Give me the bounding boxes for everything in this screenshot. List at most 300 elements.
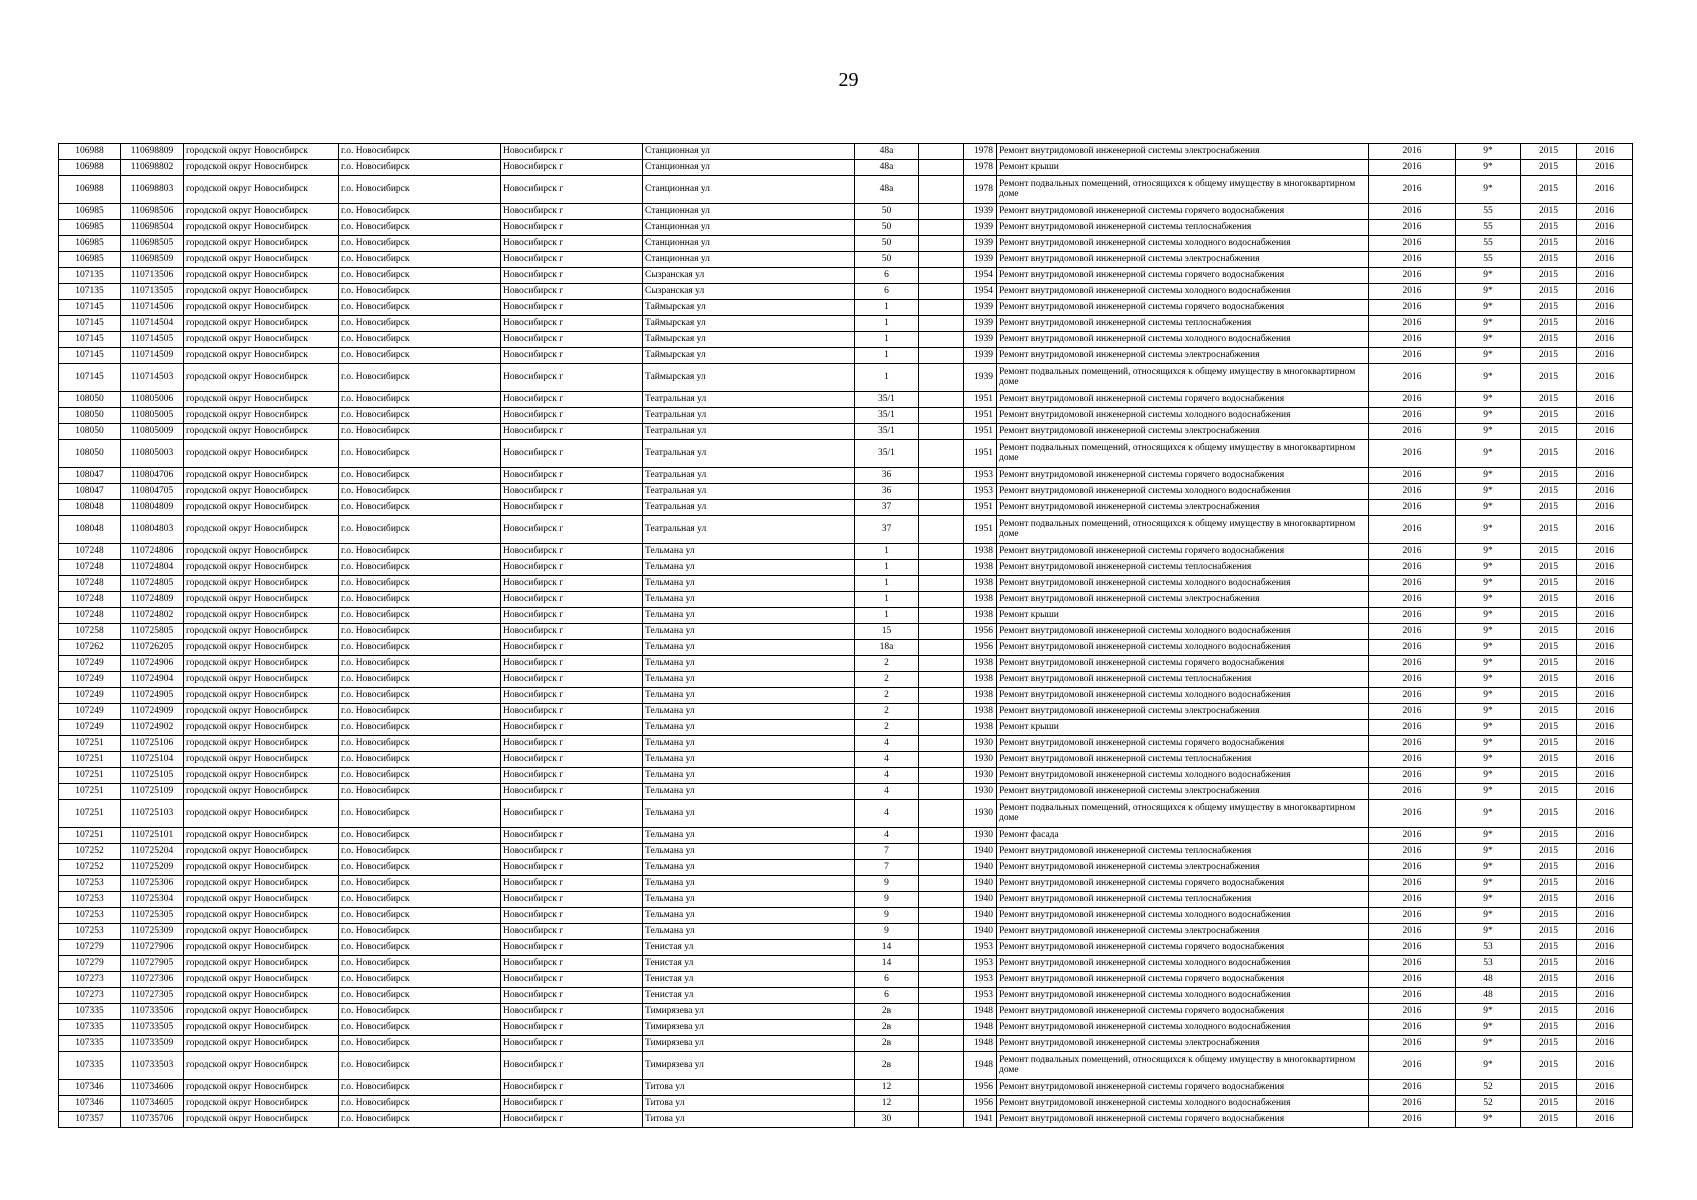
wear-cell: 9* [1456, 844, 1521, 860]
house-id-cell: 106985 [59, 220, 121, 236]
house-number-cell: 7 [855, 844, 919, 860]
municipal-district-cell: городской округ Новосибирск [184, 332, 339, 348]
house-id-cell: 107253 [59, 892, 121, 908]
building-cell [919, 924, 964, 940]
record-id-cell: 110724806 [121, 544, 184, 560]
work-type-cell: Ремонт внутридомовой инженерной системы электроснабжения [997, 252, 1369, 268]
year-built-cell: 1940 [964, 876, 997, 892]
wear-cell: 9* [1456, 408, 1521, 424]
table-row [59, 720, 1633, 736]
street-cell: Сызранская ул [643, 284, 855, 300]
house-id-cell: 107252 [59, 844, 121, 860]
wear-cell: 9* [1456, 924, 1521, 940]
municipal-district-cell: городской округ Новосибирск [184, 408, 339, 424]
start-year-cell: 2015 [1521, 560, 1577, 576]
table-row [59, 468, 1633, 484]
municipality-cell: г.о. Новосибирск [339, 704, 501, 720]
municipality-cell: г.о. Новосибирск [339, 316, 501, 332]
wear-cell: 9* [1456, 672, 1521, 688]
work-type-cell: Ремонт внутридомовой инженерной системы горячего водоснабжения [997, 940, 1369, 956]
municipality-cell: г.о. Новосибирск [339, 440, 501, 468]
municipal-district-cell: городской округ Новосибирск [184, 908, 339, 924]
year-built-cell: 1940 [964, 844, 997, 860]
plan-year-cell: 2016 [1369, 560, 1456, 576]
settlement-cell: Новосибирск г [501, 284, 643, 300]
wear-cell: 9* [1456, 1036, 1521, 1052]
end-year-cell: 2016 [1577, 1020, 1633, 1036]
start-year-cell: 2015 [1521, 300, 1577, 316]
record-id-cell: 110804809 [121, 500, 184, 516]
plan-year-cell: 2016 [1369, 688, 1456, 704]
house-id-cell: 107335 [59, 1052, 121, 1080]
plan-year-cell: 2016 [1369, 1096, 1456, 1112]
year-built-cell: 1954 [964, 268, 997, 284]
settlement-cell: Новосибирск г [501, 784, 643, 800]
year-built-cell: 1951 [964, 440, 997, 468]
house-id-cell: 107248 [59, 576, 121, 592]
year-built-cell: 1951 [964, 424, 997, 440]
table-row [59, 300, 1633, 316]
wear-cell: 9* [1456, 656, 1521, 672]
building-cell [919, 956, 964, 972]
year-built-cell: 1956 [964, 624, 997, 640]
year-built-cell: 1938 [964, 672, 997, 688]
building-cell [919, 908, 964, 924]
house-number-cell: 6 [855, 972, 919, 988]
plan-year-cell: 2016 [1369, 844, 1456, 860]
start-year-cell: 2015 [1521, 656, 1577, 672]
municipal-district-cell: городской округ Новосибирск [184, 892, 339, 908]
start-year-cell: 2015 [1521, 672, 1577, 688]
record-id-cell: 110724909 [121, 704, 184, 720]
house-id-cell: 107253 [59, 924, 121, 940]
house-number-cell: 1 [855, 316, 919, 332]
plan-year-cell: 2016 [1369, 424, 1456, 440]
start-year-cell: 2015 [1521, 876, 1577, 892]
house-id-cell: 107248 [59, 544, 121, 560]
work-type-cell: Ремонт подвальных помещений, относящихся к общему имуществу в многоквартирном доме [997, 440, 1369, 468]
table-row [59, 736, 1633, 752]
municipality-cell: г.о. Новосибирск [339, 768, 501, 784]
municipal-district-cell: городской округ Новосибирск [184, 784, 339, 800]
house-id-cell: 107251 [59, 752, 121, 768]
table-row [59, 860, 1633, 876]
record-id-cell: 110724905 [121, 688, 184, 704]
house-id-cell: 106985 [59, 204, 121, 220]
settlement-cell: Новосибирск г [501, 160, 643, 176]
municipality-cell: г.о. Новосибирск [339, 1004, 501, 1020]
house-id-cell: 107249 [59, 672, 121, 688]
end-year-cell: 2016 [1577, 800, 1633, 828]
table-row [59, 220, 1633, 236]
wear-cell: 9* [1456, 640, 1521, 656]
house-number-cell: 48а [855, 144, 919, 160]
record-id-cell: 110724805 [121, 576, 184, 592]
street-cell: Тельмана ул [643, 624, 855, 640]
house-number-cell: 4 [855, 752, 919, 768]
street-cell: Тельмана ул [643, 908, 855, 924]
settlement-cell: Новосибирск г [501, 392, 643, 408]
table-row [59, 332, 1633, 348]
municipal-district-cell: городской округ Новосибирск [184, 876, 339, 892]
municipal-district-cell: городской округ Новосибирск [184, 768, 339, 784]
start-year-cell: 2015 [1521, 800, 1577, 828]
municipal-district-cell: городской округ Новосибирск [184, 752, 339, 768]
house-id-cell: 107248 [59, 560, 121, 576]
record-id-cell: 110698809 [121, 144, 184, 160]
house-id-cell: 108050 [59, 424, 121, 440]
work-type-cell: Ремонт внутридомовой инженерной системы электроснабжения [997, 704, 1369, 720]
wear-cell: 55 [1456, 236, 1521, 252]
street-cell: Тельмана ул [643, 784, 855, 800]
work-type-cell: Ремонт внутридомовой инженерной системы теплоснабжения [997, 844, 1369, 860]
settlement-cell: Новосибирск г [501, 736, 643, 752]
settlement-cell: Новосибирск г [501, 268, 643, 284]
work-type-cell: Ремонт внутридомовой инженерной системы теплоснабжения [997, 560, 1369, 576]
house-id-cell: 107279 [59, 940, 121, 956]
house-id-cell: 107145 [59, 316, 121, 332]
record-id-cell: 110725101 [121, 828, 184, 844]
plan-year-cell: 2016 [1369, 408, 1456, 424]
building-cell [919, 940, 964, 956]
house-number-cell: 4 [855, 736, 919, 752]
municipality-cell: г.о. Новосибирск [339, 484, 501, 500]
street-cell: Театральная ул [643, 440, 855, 468]
table-row [59, 1020, 1633, 1036]
plan-year-cell: 2016 [1369, 720, 1456, 736]
year-built-cell: 1939 [964, 236, 997, 252]
plan-year-cell: 2016 [1369, 284, 1456, 300]
year-built-cell: 1940 [964, 908, 997, 924]
municipal-district-cell: городской округ Новосибирск [184, 844, 339, 860]
plan-year-cell: 2016 [1369, 300, 1456, 316]
settlement-cell: Новосибирск г [501, 348, 643, 364]
municipal-district-cell: городской округ Новосибирск [184, 940, 339, 956]
municipal-district-cell: городской округ Новосибирск [184, 672, 339, 688]
building-cell [919, 704, 964, 720]
municipal-district-cell: городской округ Новосибирск [184, 1096, 339, 1112]
start-year-cell: 2015 [1521, 752, 1577, 768]
work-type-cell: Ремонт подвальных помещений, относящихся к общему имуществу в многоквартирном доме [997, 176, 1369, 204]
settlement-cell: Новосибирск г [501, 364, 643, 392]
municipality-cell: г.о. Новосибирск [339, 972, 501, 988]
record-id-cell: 110725805 [121, 624, 184, 640]
municipality-cell: г.о. Новосибирск [339, 844, 501, 860]
wear-cell: 9* [1456, 176, 1521, 204]
wear-cell: 9* [1456, 592, 1521, 608]
plan-year-cell: 2016 [1369, 624, 1456, 640]
house-number-cell: 2 [855, 672, 919, 688]
table-row [59, 236, 1633, 252]
table-row [59, 348, 1633, 364]
house-number-cell: 50 [855, 236, 919, 252]
plan-year-cell: 2016 [1369, 252, 1456, 268]
municipal-district-cell: городской округ Новосибирск [184, 560, 339, 576]
plan-year-cell: 2016 [1369, 516, 1456, 544]
start-year-cell: 2015 [1521, 144, 1577, 160]
year-built-cell: 1953 [964, 956, 997, 972]
record-id-cell: 110713506 [121, 268, 184, 284]
municipality-cell: г.о. Новосибирск [339, 348, 501, 364]
building-cell [919, 144, 964, 160]
house-number-cell: 2в [855, 1020, 919, 1036]
house-id-cell: 107251 [59, 828, 121, 844]
start-year-cell: 2015 [1521, 1080, 1577, 1096]
street-cell: Тельмана ул [643, 576, 855, 592]
year-built-cell: 1930 [964, 752, 997, 768]
house-id-cell: 107258 [59, 624, 121, 640]
settlement-cell: Новосибирск г [501, 176, 643, 204]
year-built-cell: 1930 [964, 768, 997, 784]
house-id-cell: 107253 [59, 908, 121, 924]
work-type-cell: Ремонт внутридомовой инженерной системы холодного водоснабжения [997, 1020, 1369, 1036]
building-cell [919, 284, 964, 300]
street-cell: Тельмана ул [643, 608, 855, 624]
street-cell: Тельмана ул [643, 800, 855, 828]
start-year-cell: 2015 [1521, 468, 1577, 484]
wear-cell: 9* [1456, 1004, 1521, 1020]
table-row [59, 624, 1633, 640]
building-cell [919, 752, 964, 768]
record-id-cell: 110805009 [121, 424, 184, 440]
house-id-cell: 107145 [59, 348, 121, 364]
work-type-cell: Ремонт внутридомовой инженерной системы горячего водоснабжения [997, 736, 1369, 752]
settlement-cell: Новосибирск г [501, 860, 643, 876]
building-cell [919, 468, 964, 484]
municipality-cell: г.о. Новосибирск [339, 608, 501, 624]
settlement-cell: Новосибирск г [501, 468, 643, 484]
house-number-cell: 2в [855, 1036, 919, 1052]
house-id-cell: 107135 [59, 268, 121, 284]
record-id-cell: 110725106 [121, 736, 184, 752]
building-cell [919, 544, 964, 560]
settlement-cell: Новосибирск г [501, 424, 643, 440]
year-built-cell: 1953 [964, 484, 997, 500]
end-year-cell: 2016 [1577, 908, 1633, 924]
house-number-cell: 35/1 [855, 424, 919, 440]
house-id-cell: 107253 [59, 876, 121, 892]
start-year-cell: 2015 [1521, 592, 1577, 608]
end-year-cell: 2016 [1577, 236, 1633, 252]
table-row [59, 656, 1633, 672]
street-cell: Тельмана ул [643, 720, 855, 736]
year-built-cell: 1953 [964, 988, 997, 1004]
work-type-cell: Ремонт внутридомовой инженерной системы электроснабжения [997, 592, 1369, 608]
work-type-cell: Ремонт внутридомовой инженерной системы электроснабжения [997, 860, 1369, 876]
municipality-cell: г.о. Новосибирск [339, 392, 501, 408]
year-built-cell: 1953 [964, 940, 997, 956]
house-number-cell: 48а [855, 176, 919, 204]
house-number-cell: 1 [855, 576, 919, 592]
plan-year-cell: 2016 [1369, 332, 1456, 348]
settlement-cell: Новосибирск г [501, 1020, 643, 1036]
record-id-cell: 110804706 [121, 468, 184, 484]
record-id-cell: 110733503 [121, 1052, 184, 1080]
municipal-district-cell: городской округ Новосибирск [184, 300, 339, 316]
table-row [59, 176, 1633, 204]
wear-cell: 9* [1456, 1052, 1521, 1080]
municipal-district-cell: городской округ Новосибирск [184, 220, 339, 236]
year-built-cell: 1938 [964, 704, 997, 720]
year-built-cell: 1951 [964, 500, 997, 516]
end-year-cell: 2016 [1577, 1052, 1633, 1080]
building-cell [919, 844, 964, 860]
municipal-district-cell: городской округ Новосибирск [184, 592, 339, 608]
record-id-cell: 110725309 [121, 924, 184, 940]
building-cell [919, 364, 964, 392]
end-year-cell: 2016 [1577, 284, 1633, 300]
street-cell: Тимирязева ул [643, 1052, 855, 1080]
house-number-cell: 2 [855, 704, 919, 720]
house-number-cell: 2 [855, 656, 919, 672]
municipal-district-cell: городской округ Новосибирск [184, 1036, 339, 1052]
start-year-cell: 2015 [1521, 348, 1577, 364]
house-number-cell: 2 [855, 720, 919, 736]
building-cell [919, 252, 964, 268]
municipality-cell: г.о. Новосибирск [339, 1112, 501, 1128]
house-id-cell: 107335 [59, 1004, 121, 1020]
street-cell: Тенистая ул [643, 956, 855, 972]
settlement-cell: Новосибирск г [501, 144, 643, 160]
house-number-cell: 2 [855, 688, 919, 704]
year-built-cell: 1939 [964, 204, 997, 220]
start-year-cell: 2015 [1521, 956, 1577, 972]
work-type-cell: Ремонт внутридомовой инженерной системы холодного водоснабжения [997, 640, 1369, 656]
plan-year-cell: 2016 [1369, 752, 1456, 768]
year-built-cell: 1941 [964, 1112, 997, 1128]
end-year-cell: 2016 [1577, 924, 1633, 940]
table-row [59, 408, 1633, 424]
record-id-cell: 110734605 [121, 1096, 184, 1112]
year-built-cell: 1938 [964, 592, 997, 608]
municipal-district-cell: городской округ Новосибирск [184, 364, 339, 392]
year-built-cell: 1930 [964, 736, 997, 752]
house-id-cell: 108048 [59, 516, 121, 544]
end-year-cell: 2016 [1577, 484, 1633, 500]
work-type-cell: Ремонт внутридомовой инженерной системы горячего водоснабжения [997, 468, 1369, 484]
house-number-cell: 1 [855, 544, 919, 560]
house-number-cell: 1 [855, 348, 919, 364]
municipality-cell: г.о. Новосибирск [339, 828, 501, 844]
municipal-district-cell: городской округ Новосибирск [184, 1052, 339, 1080]
end-year-cell: 2016 [1577, 784, 1633, 800]
house-number-cell: 14 [855, 956, 919, 972]
plan-year-cell: 2016 [1369, 972, 1456, 988]
year-built-cell: 1938 [964, 656, 997, 672]
end-year-cell: 2016 [1577, 176, 1633, 204]
settlement-cell: Новосибирск г [501, 956, 643, 972]
municipal-district-cell: городской округ Новосибирск [184, 828, 339, 844]
wear-cell: 9* [1456, 316, 1521, 332]
municipal-district-cell: городской округ Новосибирск [184, 1004, 339, 1020]
start-year-cell: 2015 [1521, 516, 1577, 544]
house-id-cell: 107135 [59, 284, 121, 300]
house-number-cell: 4 [855, 784, 919, 800]
building-cell [919, 268, 964, 284]
municipal-district-cell: городской округ Новосибирск [184, 252, 339, 268]
end-year-cell: 2016 [1577, 332, 1633, 348]
street-cell: Таймырская ул [643, 300, 855, 316]
municipality-cell: г.о. Новосибирск [339, 300, 501, 316]
municipality-cell: г.о. Новосибирск [339, 988, 501, 1004]
house-number-cell: 1 [855, 364, 919, 392]
street-cell: Театральная ул [643, 408, 855, 424]
house-id-cell: 107279 [59, 956, 121, 972]
municipal-district-cell: городской округ Новосибирск [184, 544, 339, 560]
building-cell [919, 1004, 964, 1020]
table-row [59, 1080, 1633, 1096]
municipality-cell: г.о. Новосибирск [339, 800, 501, 828]
table-row [59, 1036, 1633, 1052]
table-body [59, 144, 1633, 1128]
end-year-cell: 2016 [1577, 892, 1633, 908]
house-id-cell: 108047 [59, 468, 121, 484]
end-year-cell: 2016 [1577, 516, 1633, 544]
wear-cell: 9* [1456, 768, 1521, 784]
record-id-cell: 110714505 [121, 332, 184, 348]
house-id-cell: 107357 [59, 1112, 121, 1128]
municipality-cell: г.о. Новосибирск [339, 784, 501, 800]
settlement-cell: Новосибирск г [501, 988, 643, 1004]
start-year-cell: 2015 [1521, 1112, 1577, 1128]
wear-cell: 9* [1456, 284, 1521, 300]
plan-year-cell: 2016 [1369, 544, 1456, 560]
house-id-cell: 106988 [59, 144, 121, 160]
start-year-cell: 2015 [1521, 704, 1577, 720]
house-id-cell: 108050 [59, 440, 121, 468]
municipality-cell: г.о. Новосибирск [339, 1052, 501, 1080]
table-row [59, 640, 1633, 656]
start-year-cell: 2015 [1521, 988, 1577, 1004]
work-type-cell: Ремонт внутридомовой инженерной системы горячего водоснабжения [997, 972, 1369, 988]
work-type-cell: Ремонт внутридомовой инженерной системы теплоснабжения [997, 672, 1369, 688]
municipality-cell: г.о. Новосибирск [339, 576, 501, 592]
house-number-cell: 36 [855, 468, 919, 484]
house-id-cell: 106988 [59, 160, 121, 176]
street-cell: Тельмана ул [643, 752, 855, 768]
table-row [59, 544, 1633, 560]
wear-cell: 52 [1456, 1096, 1521, 1112]
municipal-district-cell: городской округ Новосибирск [184, 440, 339, 468]
start-year-cell: 2015 [1521, 1004, 1577, 1020]
work-type-cell: Ремонт подвальных помещений, относящихся к общему имуществу в многоквартирном доме [997, 800, 1369, 828]
settlement-cell: Новосибирск г [501, 316, 643, 332]
house-id-cell: 108050 [59, 392, 121, 408]
settlement-cell: Новосибирск г [501, 752, 643, 768]
house-id-cell: 107145 [59, 364, 121, 392]
street-cell: Тельмана ул [643, 704, 855, 720]
municipal-district-cell: городской округ Новосибирск [184, 1080, 339, 1096]
table-row [59, 204, 1633, 220]
street-cell: Титова ул [643, 1080, 855, 1096]
start-year-cell: 2015 [1521, 364, 1577, 392]
settlement-cell: Новосибирск г [501, 204, 643, 220]
building-cell [919, 892, 964, 908]
table-row [59, 144, 1633, 160]
record-id-cell: 110724802 [121, 608, 184, 624]
house-number-cell: 12 [855, 1080, 919, 1096]
settlement-cell: Новосибирск г [501, 688, 643, 704]
record-id-cell: 110713505 [121, 284, 184, 300]
plan-year-cell: 2016 [1369, 784, 1456, 800]
house-id-cell: 107346 [59, 1096, 121, 1112]
year-built-cell: 1939 [964, 252, 997, 268]
house-number-cell: 35/1 [855, 392, 919, 408]
year-built-cell: 1948 [964, 1036, 997, 1052]
house-id-cell: 107249 [59, 688, 121, 704]
table-row [59, 892, 1633, 908]
plan-year-cell: 2016 [1369, 828, 1456, 844]
